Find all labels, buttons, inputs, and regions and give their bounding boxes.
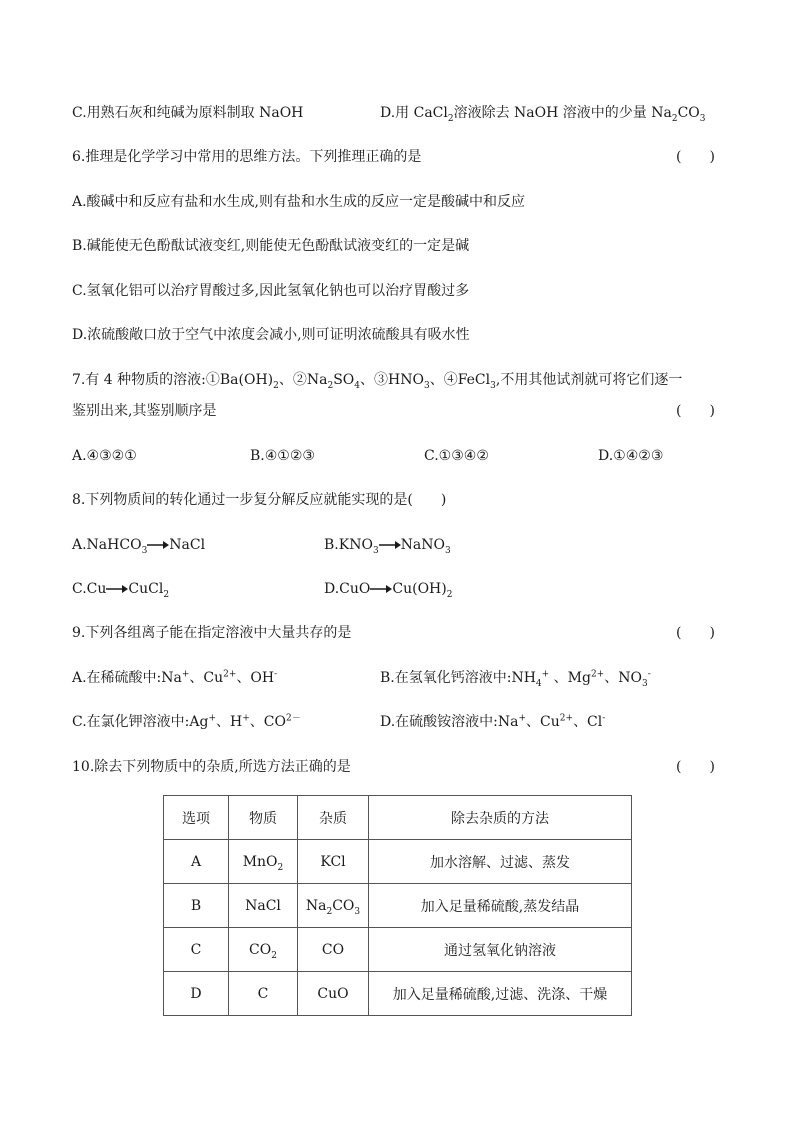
q5-option-c: C.用熟石灰和纯碱为原料制取 NaOH [72, 105, 304, 121]
text: C.在氯化钾溶液中:Ag [72, 714, 209, 730]
q10-options-table [163, 795, 632, 1016]
text: 、④FeCl [429, 372, 491, 388]
text: A.在稀硫酸中:Na [72, 670, 182, 686]
subscript: 2 [271, 950, 277, 961]
text: B.KNO [324, 537, 373, 553]
text: 、Mg [549, 670, 591, 686]
cell-option: A [164, 840, 229, 884]
subscript: 2 [163, 589, 170, 600]
q7-option-a: A.④③②① [72, 448, 137, 464]
q8-option-d [324, 579, 452, 599]
q10-answer-paren: ( ) [676, 759, 715, 775]
header-substance: 物质 [229, 796, 298, 840]
cell-substance: C [229, 972, 298, 1016]
text: 、③HNO [360, 372, 424, 388]
cell-impurity: CO [298, 928, 369, 972]
subscript: 2 [447, 113, 454, 124]
subscript: 3 [490, 380, 496, 391]
superscript: - [602, 713, 606, 724]
arrow-right-icon [147, 540, 169, 550]
superscript: + [181, 669, 190, 680]
superscript: + [208, 713, 216, 724]
table-row [164, 840, 632, 884]
text: 、②Na [278, 372, 328, 388]
q7-stem [72, 370, 682, 390]
q7-option-d: D.①④②③ [598, 448, 664, 464]
cell-substance: NaCl [229, 884, 298, 928]
superscript: - [274, 669, 278, 680]
q9-stem: 9.下列各组离子能在指定溶液中大量共存的是 [72, 625, 352, 641]
subscript: 3 [354, 906, 361, 917]
subscript: 2 [446, 589, 453, 600]
subscript: 4 [535, 678, 542, 689]
superscript: + [242, 713, 250, 724]
q6-option-d: D.浓硫酸敞口放于空气中浓度会减小,则可证明浓硫酸具有吸水性 [72, 327, 470, 343]
text: C.Cu [72, 581, 107, 597]
q8-option-c [72, 579, 169, 599]
cell-option: D [164, 972, 229, 1016]
superscript: - [647, 669, 651, 680]
q9-option-d [380, 712, 605, 732]
superscript: 2+ [590, 669, 605, 680]
q6-stem: 6.推理是化学学习中常用的思维方法。下列推理正确的是 [72, 149, 422, 165]
text: CO [249, 941, 272, 958]
superscript: 2+ [559, 713, 574, 724]
text: 7.有 4 种物质的溶液:①Ba(OH) [72, 372, 274, 388]
text: D.CuO [324, 581, 371, 597]
q9-option-a [72, 668, 277, 688]
cell-method: 加入足量稀硫酸,蒸发结晶 [369, 884, 632, 928]
cell-method: 加水溶解、过滤、蒸发 [369, 840, 632, 884]
text: 、Cl [573, 714, 603, 730]
q9-option-c [72, 712, 301, 732]
text: 溶液除去 NaOH 溶液中的少量 Na [453, 105, 672, 121]
subscript: 3 [445, 545, 451, 556]
q6-option-a: A.酸碱中和反应有盐和水生成,则有盐和水生成的反应一定是酸碱中和反应 [72, 194, 526, 210]
superscript: 2－ [285, 713, 301, 724]
cell-impurity: KCl [298, 840, 369, 884]
q6-answer-paren: ( ) [676, 149, 715, 165]
arrow-right-icon [370, 584, 392, 594]
q7-option-c: C.①③④② [424, 448, 489, 464]
cell-impurity [298, 884, 369, 928]
text: 、Cu [189, 670, 224, 686]
text: 、H [216, 714, 243, 730]
subscript: 4 [354, 380, 361, 391]
text: CuCl [128, 581, 164, 597]
q8-stem: 8.下列物质间的转化通过一步复分解反应就能实现的是( ) [72, 492, 447, 508]
subscript: 2 [326, 906, 333, 917]
q9-answer-paren: ( ) [676, 625, 715, 641]
subscript: 3 [641, 678, 648, 689]
header-method: 除去杂质的方法 [369, 796, 632, 840]
text: Cu(OH) [392, 581, 447, 597]
table-row [164, 972, 632, 1016]
q7-answer-paren: ( ) [676, 403, 715, 419]
superscript: + [518, 713, 527, 724]
subscript: 3 [141, 545, 148, 556]
subscript: 3 [423, 380, 430, 391]
text: NaCl [169, 537, 206, 553]
subscript: 3 [372, 545, 379, 556]
cell-substance [229, 928, 298, 972]
text: CO [332, 897, 355, 914]
superscript: 2+ [223, 669, 237, 680]
q8-option-b [324, 535, 451, 555]
q9-option-b [380, 668, 651, 688]
q10-stem: 10.除去下列物质中的杂质,所选方法正确的是 [72, 759, 351, 775]
table-row [164, 928, 632, 972]
q5-option-d [380, 103, 706, 123]
q6-option-c: C.氢氧化铝可以治疗胃酸过多,因此氢氧化钠也可以治疗胃酸过多 [72, 283, 470, 299]
text: CO [677, 105, 700, 121]
text: B.在氢氧化钙溶液中:NH [380, 670, 536, 686]
text: D.在硫酸铵溶液中:Na [380, 714, 519, 730]
text: D.用 CaCl [380, 105, 448, 121]
text: NaNO [400, 537, 445, 553]
q7-option-b: B.④①②③ [250, 448, 315, 464]
q8-option-a [72, 535, 205, 555]
text: MnO [242, 853, 278, 870]
q7-stem-line2: 鉴别出来,其鉴别顺序是 [72, 403, 217, 419]
subscript: 2 [327, 380, 334, 391]
text: 、Cu [526, 714, 560, 730]
text: 、CO [249, 714, 286, 730]
arrow-right-icon [379, 540, 401, 550]
text: A.NaHCO [72, 537, 142, 553]
table-header-row [164, 796, 632, 840]
header-option: 选项 [164, 796, 229, 840]
arrow-right-icon [106, 584, 128, 594]
header-impurity: 杂质 [298, 796, 369, 840]
text: 、OH [236, 670, 275, 686]
cell-option: C [164, 928, 229, 972]
cell-impurity: CuO [298, 972, 369, 1016]
text: SO [333, 372, 355, 388]
cell-substance [229, 840, 298, 884]
subscript: 3 [699, 113, 706, 124]
cell-method: 通过氢氧化钠溶液 [369, 928, 632, 972]
subscript: 2 [273, 380, 279, 391]
subscript: 2 [671, 113, 678, 124]
cell-method: 加入足量稀硫酸,过滤、洗涤、干燥 [369, 972, 632, 1016]
text: ,不用其他试剂就可将它们逐一 [495, 372, 683, 388]
table-row [164, 884, 632, 928]
text: Na [305, 897, 327, 914]
q6-option-b: B.碱能使无色酚酞试液变红,则能使无色酚酞试液变红的一定是碱 [72, 238, 470, 254]
superscript: + [541, 669, 550, 680]
text: 、NO [604, 670, 642, 686]
subscript: 2 [277, 862, 284, 873]
cell-option: B [164, 884, 229, 928]
